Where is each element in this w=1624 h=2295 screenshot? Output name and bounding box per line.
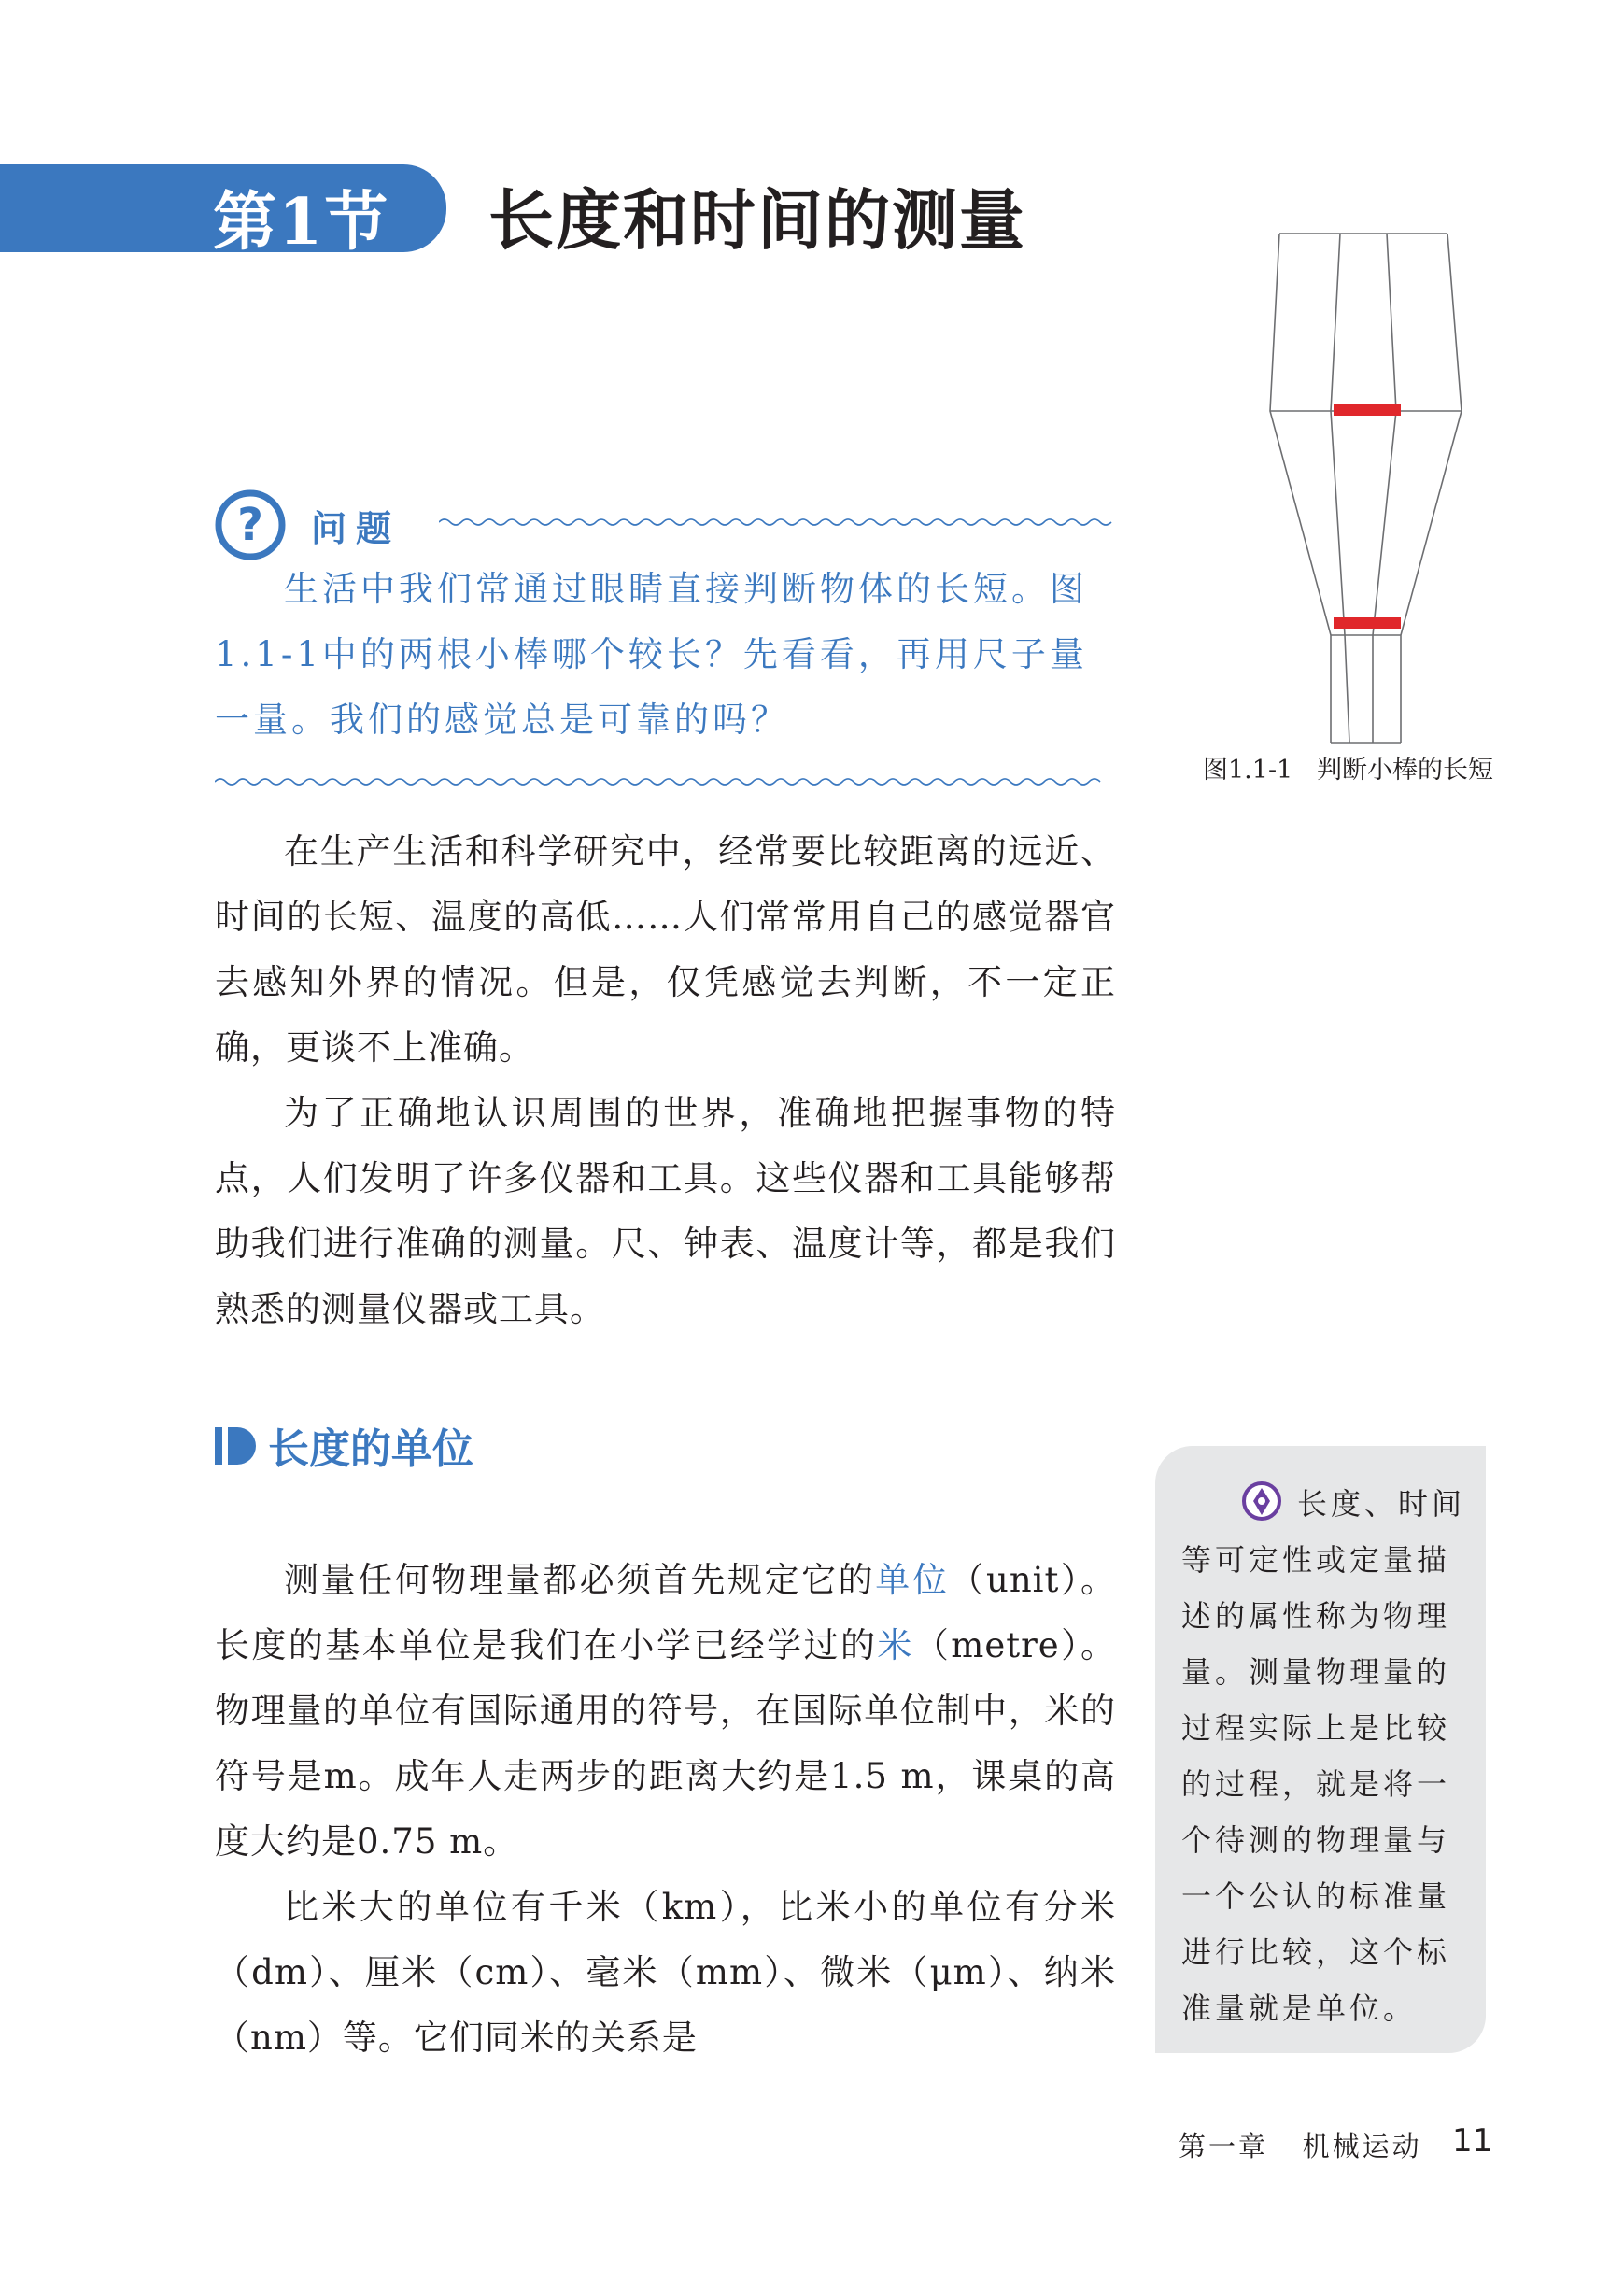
section-number-tab [0, 164, 446, 260]
paragraph-1: 在生产生活和科学研究中，经常要比较距离的远近、时间的长短、温度的高低……人们常常用自己的感觉器官去感知外界的情况。但是，仅凭感觉去判断，不一定正确，更谈不上准确。 [215, 831, 1116, 1068]
units-paragraph-2: 比米大的单位有千米（km），比米小的单位有分米（dm）、厘米（cm）、毫米（mm）、微米（μm）、纳米（nm）等。它们同米的关系是 [215, 1887, 1116, 2058]
question-top-wavy-divider [439, 516, 1116, 529]
pen-nib-icon [1241, 1480, 1297, 1522]
subsection-heading: 长度的单位 [268, 1425, 473, 1473]
figure-caption: 图1.1-1 判断小棒的长短 [1203, 756, 1493, 785]
svg-text:?: ? [237, 499, 263, 551]
question-bottom-wavy-divider [215, 775, 1116, 788]
lower-rod-mark [1334, 617, 1401, 629]
metre-term: 米 [877, 1625, 914, 1665]
question-text: 生活中我们常通过眼睛直接判断物体的长短。图1.1-1中的两根小棒哪个较长？先看看，再用尺子量一量。我们的感觉总是可靠的吗？ [215, 569, 1088, 740]
sidebar-note [1181, 1476, 1471, 2036]
units-paragraph [215, 1548, 1116, 1875]
subsection-marker-icon [215, 1427, 256, 1465]
footer-chapter: 第一章 机械运动 [1179, 2131, 1422, 2162]
rods-figure [1251, 224, 1476, 747]
question-icon [215, 489, 286, 560]
rod-outline-right [1401, 234, 1462, 743]
page-number: 11 [1452, 2122, 1493, 2160]
units-text-3: （metre）。物理量的单位有国际通用的符号，在国际单位制中，米的符号是m。成年人走两步的距离大约是1.5 m，课桌的高度大约是0.75 m。 [215, 1625, 1117, 1862]
units-text-2: （unit）。长度的基本单位是我们在小学已经学过的 [215, 1560, 1116, 1665]
rod-outline-left [1270, 234, 1331, 743]
sidebar-note-text: 长度、时间等可定性或定量描述的属性称为物理量。测量物理量的过程实际上是比较的过程，就是将一个待测的物理量与一个公认的标准量进行比较，这个标准量就是单位。 [1181, 1486, 1466, 2026]
unit-term: 单位 [875, 1560, 950, 1600]
units-text-1: 测量任何物理量都必须首先规定它的 [284, 1560, 876, 1600]
section-title: 长度和时间的测量 [488, 181, 1026, 259]
paragraph-2: 为了正确地认识周围的世界，准确地把握事物的特点，人们发明了许多仪器和工具。这些仪器和工具能够帮助我们进行准确的测量。尺、钟表、温度计等，都是我们熟悉的测量仪器或工具。 [215, 1093, 1116, 1329]
section-number: 第1节 [213, 185, 390, 260]
question-title: 问题 [311, 508, 402, 549]
upper-rod-mark [1334, 404, 1401, 416]
